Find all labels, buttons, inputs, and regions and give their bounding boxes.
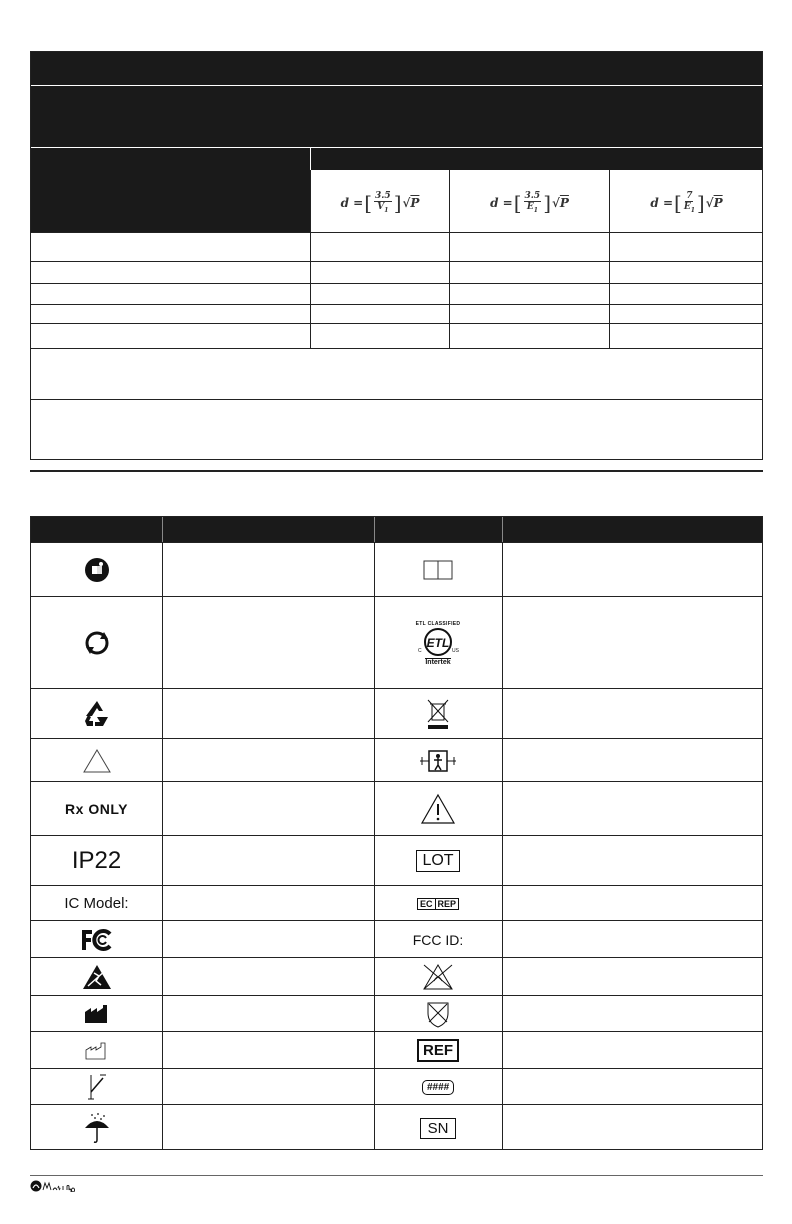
- keep-dry-icon: [31, 1105, 162, 1151]
- rx-only-label: Rx ONLY: [65, 801, 128, 817]
- table-row: [31, 781, 762, 836]
- rated-power-header-band: [31, 148, 310, 232]
- formula-cell-2: d = [ $\frac{3.5}{E_1}$ ] √ P: [490, 190, 569, 215]
- udi-symbol: ####: [374, 1069, 502, 1105]
- caution-icon: [374, 782, 502, 836]
- symbols-table-header: [31, 517, 762, 542]
- separation-distance-table: [30, 51, 763, 460]
- etl-us-label: US: [452, 647, 459, 654]
- table-row: [31, 1104, 762, 1151]
- table-row: [31, 738, 762, 782]
- manufacturer-icon: [31, 996, 162, 1032]
- recycling-icon: [31, 689, 162, 739]
- sn-symbol: SN: [374, 1105, 502, 1151]
- table-row: [31, 995, 762, 1032]
- ec-rep-symbol: EC REP: [374, 886, 502, 921]
- table-row: [31, 596, 762, 689]
- instructions-book-icon: [374, 543, 502, 597]
- triangle-icon: [31, 739, 162, 782]
- table-subtitle-band: [31, 86, 762, 147]
- masimo-logo: [30, 1180, 76, 1192]
- table-row: [31, 1068, 762, 1105]
- no-latex-icon: [374, 958, 502, 996]
- table-row: [31, 957, 762, 996]
- fcc-logo-icon: [31, 921, 162, 958]
- type-bf-applied-part-icon: [374, 739, 502, 782]
- ip22-rating-label: IP22: [71, 847, 122, 874]
- masimo-wordmark: [42, 1180, 76, 1192]
- etl-c-label: C: [418, 647, 422, 654]
- temperature-limit-icon: [31, 1069, 162, 1105]
- footer-divider: [30, 1175, 763, 1176]
- section-divider: [30, 470, 763, 472]
- symbols-table: [30, 516, 763, 1150]
- etl-classified-icon: ETL CLASSIFIED ETL C US Intertek: [415, 620, 461, 666]
- table-row: [31, 1031, 762, 1069]
- follow-instructions-icon: [31, 543, 162, 597]
- formula-cell-1: d = [ $\frac{3.5}{V_1}$ ] √ P: [340, 190, 420, 215]
- separation-distance-header-band: [311, 148, 762, 170]
- table-title-band: [31, 52, 762, 85]
- table-row: [31, 920, 762, 958]
- recycle-loop-icon: [31, 597, 162, 689]
- table-row: [31, 688, 762, 739]
- date-of-manufacture-icon: [31, 1032, 162, 1069]
- ref-symbol: REF: [374, 1032, 502, 1069]
- ic-model-label: IC Model:: [64, 895, 129, 912]
- etl-mark: ETL: [426, 635, 450, 650]
- no-pvc-icon: [374, 996, 502, 1032]
- table-row: [31, 885, 762, 921]
- masimo-logo-icon: [30, 1180, 42, 1192]
- table-row: [31, 835, 762, 886]
- weee-bin-icon: [374, 689, 502, 739]
- lot-symbol: LOT: [374, 836, 502, 886]
- fcc-id-label: FCC ID:: [412, 931, 464, 948]
- esd-sensitive-icon: [31, 958, 162, 996]
- table-row: [31, 542, 762, 597]
- formula-cell-3: d = [ $\frac{7}{E_1}$ ] √ P: [650, 190, 723, 215]
